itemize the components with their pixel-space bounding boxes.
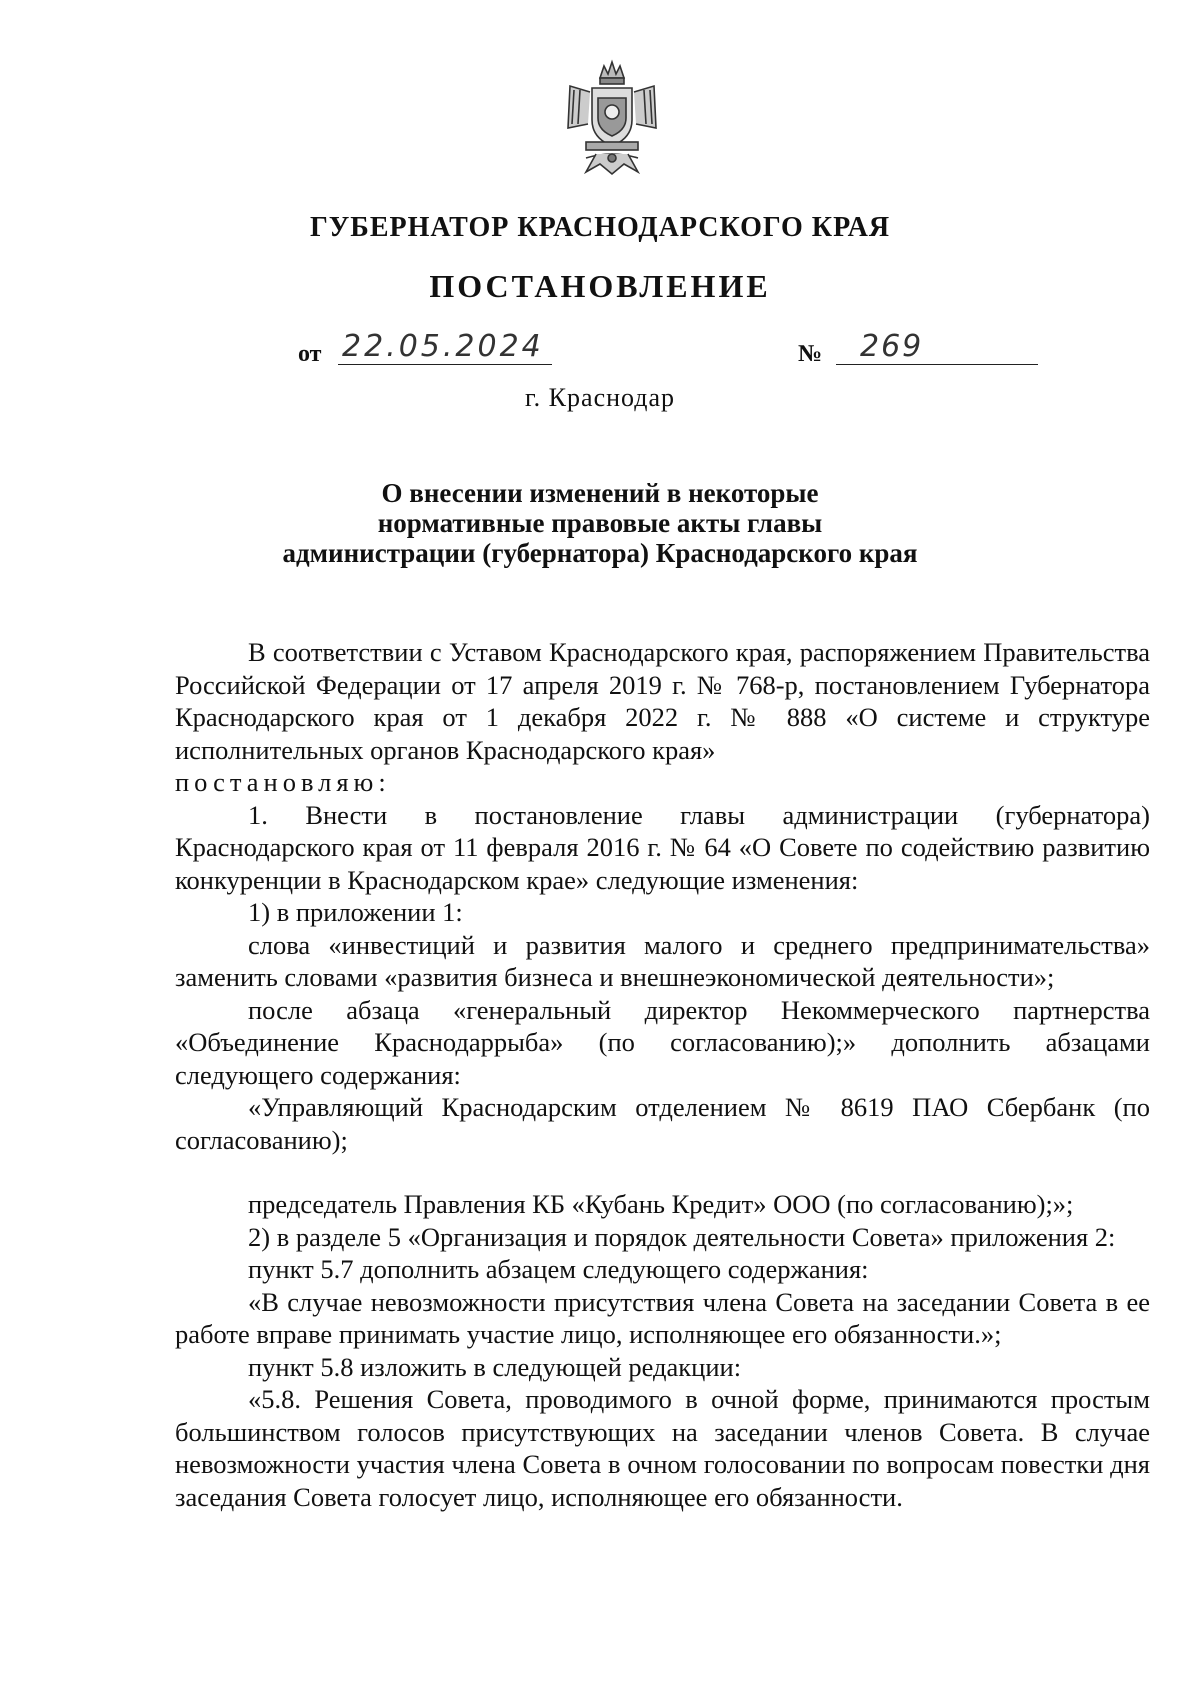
body-paragraph: 1) в приложении 1: xyxy=(248,897,463,927)
city: г. Краснодар xyxy=(524,383,676,412)
document-subject xyxy=(200,478,1000,568)
date-number-row xyxy=(298,329,1038,373)
body-paragraph: 2) в разделе 5 «Организация и порядок деятельности Совета» приложения 2: xyxy=(248,1221,1116,1252)
document-body xyxy=(175,636,1150,1513)
body-paragraph: председатель Правления КБ «Кубань Кредит» ООО (по согласованию);»; xyxy=(248,1189,1074,1219)
authority-title: ГУБЕРНАТОР КРАСНОДАРСКОГО КРАЯ xyxy=(309,212,891,243)
body-paragraph: после абзаца «генеральный директор Некоммерческого партнерства «Объединение Краснодаррыба» (по согласованию);» дополнить абзацами следующего содержания: xyxy=(175,994,1150,1090)
date-field: 22.05.2024 xyxy=(338,329,552,365)
coat-of-arms-icon xyxy=(556,58,668,178)
body-paragraph: пункт 5.7 дополнить абзацем следующего содержания: xyxy=(248,1254,869,1284)
number-field: 269 xyxy=(836,329,1038,365)
body-paragraph: В соответствии с Уставом Краснодарского края, распоряжением Правительства Российской Федерации от 17 апреля 2019 г. № 768-р, постановлением Губернатора Краснодарского края от 1 декабря 2022 г. № 888 «О системе и структуре исполнительных органов Краснодарского края» xyxy=(175,637,1150,765)
body-paragraph: 1. Внести в постановление главы администрации (губернатора) Краснодарского края от 11 февраля 2016 г. № 64 «О Совете по содействию развитию конкуренции в Краснодарском крае» следующие изменения: xyxy=(175,799,1150,895)
subject-line: нормативные правовые акты главы xyxy=(377,508,823,538)
resolution-word: постановляю: xyxy=(175,767,391,797)
number-label: № xyxy=(798,341,823,367)
body-paragraph: «В случае невозможности присутствия члена Совета на заседании Совета в ее работе вправе принимать участие лицо, исполняющее его обязанности.»; xyxy=(175,1286,1150,1349)
body-paragraph: пункт 5.8 изложить в следующей редакции: xyxy=(248,1351,742,1382)
body-paragraph: слова «инвестиций и развития малого и среднего предпринимательства» заменить словами «развития бизнеса и внешнеэкономической деятельности»; xyxy=(175,929,1150,992)
body-paragraph: «Управляющий Краснодарским отделением № 8619 ПАО Сбербанк (по согласованию); xyxy=(175,1092,1150,1155)
subject-line: администрации (губернатора) Краснодарского края xyxy=(282,538,918,568)
subject-line: О внесении изменений в некоторые xyxy=(381,478,819,508)
document-type: ПОСТАНОВЛЕНИЕ xyxy=(429,268,771,304)
date-label: от xyxy=(298,341,322,367)
body-paragraph: «5.8. Решения Совета, проводимого в очной форме, принимаются простым большинством голосов присутствующих на заседании членов Совета. В случае невозможности участия члена Совета в очном голосовании по вопросам повестки дня заседания Совета голосует лицо, исполняющее его обязанности. xyxy=(175,1384,1150,1512)
